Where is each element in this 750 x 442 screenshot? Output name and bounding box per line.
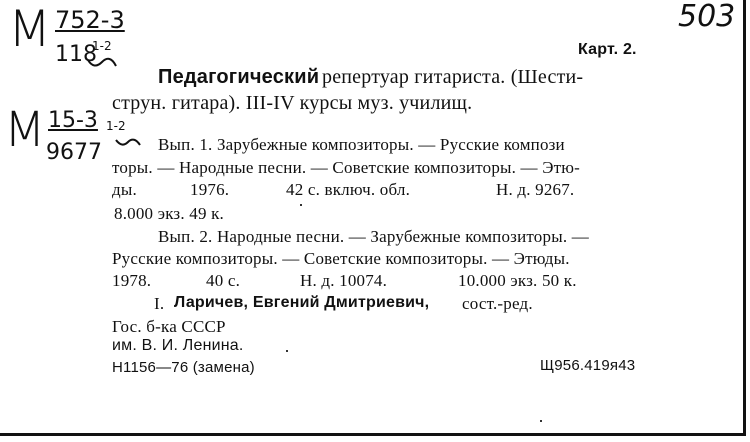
vol1-music-number: Н. д. 9267. [496, 180, 575, 199]
card-id: Н1156—76 (замена) [112, 359, 255, 376]
contributor-name: Ларичев, Евгений Дмитриевич, [174, 294, 430, 311]
shelfmark-mid-sub: 9677 [46, 140, 102, 165]
vol2-year: 1978. [112, 271, 152, 290]
classification-index: Щ956.419я43 [540, 357, 636, 374]
scan-speck [540, 420, 542, 422]
page-number-handwritten: 503 [678, 0, 736, 34]
title-line-2: струн. гитара). III-IV курсы муз. училищ. [112, 92, 473, 114]
title-line-1: репертуар гитариста. (Шести- [322, 66, 584, 88]
handwritten-squiggle-top [86, 54, 120, 72]
shelfmark-mid-copies: 1-2 [106, 119, 126, 133]
contributor-prefix: I. [154, 294, 165, 313]
vol2-print-run: 10.000 экз. 50 к. [458, 271, 577, 290]
title-bold: Педагогический [158, 66, 320, 88]
vol2-line-1: Вып. 2. Народные песни. — Зарубежные композиторы. — [158, 227, 589, 246]
vol1-line-2: торы. — Народные песни. — Советские композиторы. — Этю- [112, 158, 581, 177]
vol1-pages: 42 с. включ. обл. [286, 180, 411, 199]
shelfmark-top-number: 752-3 [55, 6, 125, 34]
scan-speck [300, 204, 302, 206]
shelfmark-mid-letter: М [4, 102, 46, 158]
vol1-year: 1976. [190, 180, 230, 199]
vol1-line-3a: ды. [112, 180, 137, 199]
vol2-music-number: Н. д. 10074. [300, 271, 388, 290]
shelfmark-top-copies: 1-2 [92, 39, 112, 53]
shelfmark-mid-number: 15-3 [48, 108, 98, 133]
card-number: Карт. 2. [578, 41, 637, 58]
shelfmark-top-letter: М [8, 0, 52, 58]
library-line-2: им. В. И. Ленина. [112, 337, 244, 354]
vol2-line-2: Русские композиторы. — Советские композиторы. — Этюды. [112, 249, 570, 268]
contributor-role: сост.-ред. [462, 294, 533, 313]
handwritten-squiggle-mid [114, 136, 144, 150]
shelfmark-top-sub: 118 [55, 42, 97, 67]
vol2-pages: 40 с. [206, 271, 241, 290]
scan-speck [286, 350, 288, 352]
library-line-1: Гос. б-ка СССР [112, 317, 226, 336]
vol1-line-1: Вып. 1. Зарубежные композиторы. — Русские компози [158, 135, 565, 154]
vol1-line-4: 8.000 экз. 49 к. [114, 204, 225, 223]
